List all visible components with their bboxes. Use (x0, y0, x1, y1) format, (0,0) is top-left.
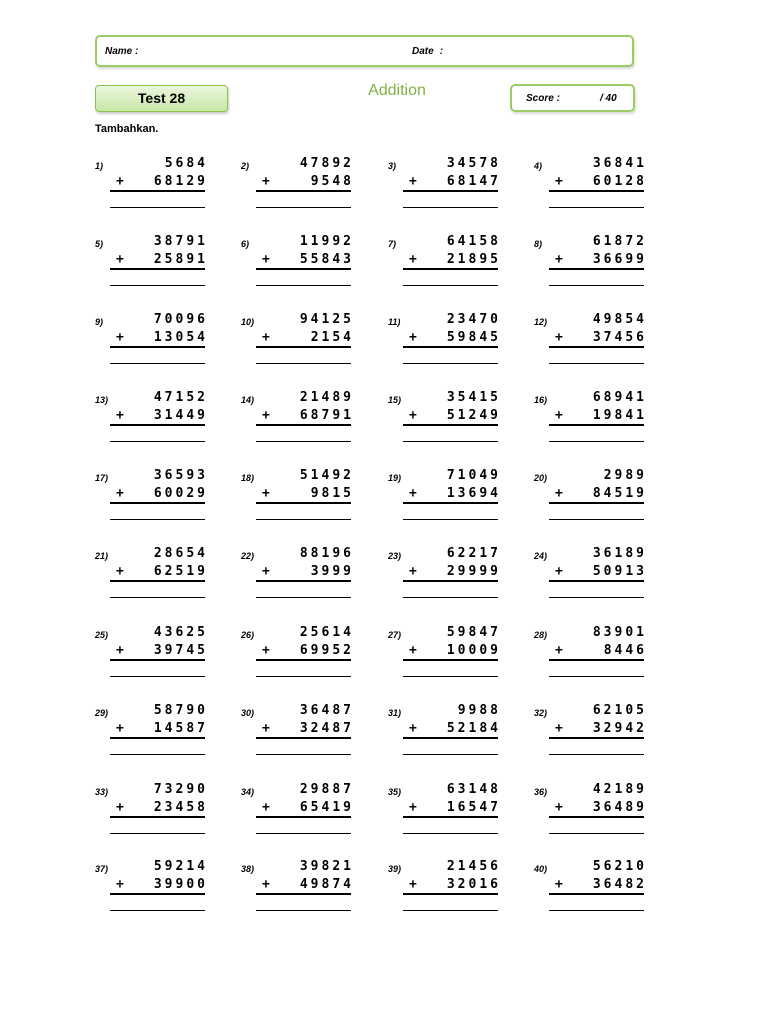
addend-top: 63148 (446, 782, 501, 797)
addend-top: 68941 (592, 390, 647, 405)
answer-line[interactable] (256, 597, 351, 598)
problem-number: 39) (388, 864, 402, 874)
name-label: Name : (105, 46, 139, 57)
addend-top: 83901 (592, 625, 647, 640)
problem-item (95, 311, 208, 381)
problem-item (388, 545, 501, 615)
addend-bottom-row (403, 721, 501, 739)
addend-bottom-row (110, 330, 208, 348)
problem-number: 19) (388, 473, 402, 483)
problem-item (534, 545, 647, 615)
problem-number: 26) (241, 630, 255, 640)
addend-bottom: 37456 (592, 330, 647, 345)
addend-bottom-row (549, 800, 647, 818)
plus-sign: + (409, 408, 417, 423)
addend-top: 35415 (446, 390, 501, 405)
plus-sign: + (116, 408, 124, 423)
problem-number: 22) (241, 551, 255, 561)
answer-line[interactable] (110, 441, 205, 442)
problem-number: 9) (95, 317, 104, 327)
addend-top: 36841 (592, 156, 647, 171)
addend-bottom: 69952 (299, 643, 354, 658)
plus-sign: + (409, 486, 417, 501)
addend-bottom: 36489 (592, 800, 647, 815)
answer-line[interactable] (403, 207, 498, 208)
addend-bottom: 68791 (299, 408, 354, 423)
addend-bottom: 36699 (592, 252, 647, 267)
problem-item (95, 155, 208, 225)
addend-top: 49854 (592, 312, 647, 327)
addend-bottom-row (256, 252, 354, 270)
problem-item (241, 389, 354, 459)
plus-sign: + (409, 330, 417, 345)
addend-bottom-row (403, 800, 501, 818)
answer-line[interactable] (549, 833, 644, 834)
plus-sign: + (116, 330, 124, 345)
addend-bottom-row (403, 330, 501, 348)
answer-line[interactable] (110, 676, 205, 677)
plus-sign: + (555, 564, 563, 579)
addend-bottom-row (403, 643, 501, 661)
addend-bottom-row (110, 877, 208, 895)
problem-number: 33) (95, 787, 109, 797)
problem-item (534, 467, 647, 537)
addend-bottom: 39745 (153, 643, 208, 658)
addend-bottom-row (403, 408, 501, 426)
plus-sign: + (555, 174, 563, 189)
problem-number: 15) (388, 395, 402, 405)
plus-sign: + (555, 721, 563, 736)
addend-bottom: 23458 (153, 800, 208, 815)
addend-top: 56210 (592, 859, 647, 874)
addend-bottom-row (403, 174, 501, 192)
answer-line[interactable] (549, 676, 644, 677)
problem-item (534, 702, 647, 772)
answer-line[interactable] (256, 285, 351, 286)
addend-top: 36189 (592, 546, 647, 561)
plus-sign: + (555, 877, 563, 892)
plus-sign: + (555, 252, 563, 267)
problem-number: 17) (95, 473, 109, 483)
answer-line[interactable] (549, 597, 644, 598)
addend-bottom-row (549, 877, 647, 895)
problem-number: 23) (388, 551, 402, 561)
plus-sign: + (262, 800, 270, 815)
addend-bottom-row (256, 174, 354, 192)
answer-line[interactable] (549, 285, 644, 286)
addend-bottom: 19841 (592, 408, 647, 423)
problem-number: 29) (95, 708, 109, 718)
answer-line[interactable] (549, 207, 644, 208)
addend-bottom: 13694 (446, 486, 501, 501)
problem-number: 36) (534, 787, 548, 797)
addend-top: 51492 (299, 468, 354, 483)
plus-sign: + (262, 252, 270, 267)
problem-item (241, 467, 354, 537)
addend-bottom: 13054 (153, 330, 208, 345)
plus-sign: + (262, 643, 270, 658)
addend-top: 34578 (446, 156, 501, 171)
addend-top: 59847 (446, 625, 501, 640)
problem-number: 32) (534, 708, 548, 718)
problem-number: 1) (95, 161, 104, 171)
addend-bottom: 32942 (592, 721, 647, 736)
answer-line[interactable] (256, 519, 351, 520)
addend-bottom: 36482 (592, 877, 647, 892)
problem-item (388, 233, 501, 303)
plus-sign: + (555, 800, 563, 815)
plus-sign: + (262, 174, 270, 189)
addend-bottom-row (110, 800, 208, 818)
problem-number: 12) (534, 317, 548, 327)
addend-top: 47152 (153, 390, 208, 405)
problem-item (388, 311, 501, 381)
problem-number: 31) (388, 708, 402, 718)
problem-number: 16) (534, 395, 548, 405)
addend-bottom: 60128 (592, 174, 647, 189)
problem-number: 8) (534, 239, 543, 249)
plus-sign: + (116, 721, 124, 736)
addend-top: 36593 (153, 468, 208, 483)
problem-item (388, 389, 501, 459)
addend-top: 25614 (299, 625, 354, 640)
addend-bottom-row (403, 877, 501, 895)
problem-item (388, 781, 501, 851)
addend-top: 62105 (592, 703, 647, 718)
addend-bottom-row (549, 721, 647, 739)
addend-bottom: 51249 (446, 408, 501, 423)
addend-bottom: 39900 (153, 877, 208, 892)
answer-line[interactable] (549, 754, 644, 755)
problem-item (95, 389, 208, 459)
answer-line[interactable] (403, 285, 498, 286)
date-label-text: Date (412, 46, 434, 57)
addend-bottom-row (110, 408, 208, 426)
answer-line[interactable] (403, 519, 498, 520)
addend-top: 9988 (457, 703, 501, 718)
answer-line[interactable] (403, 441, 498, 442)
problem-item (95, 624, 208, 694)
plus-sign: + (116, 564, 124, 579)
problem-item (95, 858, 208, 928)
problem-number: 24) (534, 551, 548, 561)
plus-sign: + (262, 564, 270, 579)
problem-item (95, 545, 208, 615)
problem-number: 38) (241, 864, 255, 874)
plus-sign: + (116, 174, 124, 189)
score-label: Score : (526, 93, 560, 104)
addend-bottom: 32016 (446, 877, 501, 892)
addend-bottom-row (256, 721, 354, 739)
problem-item (388, 858, 501, 928)
plus-sign: + (409, 643, 417, 658)
addend-bottom-row (110, 643, 208, 661)
addend-bottom: 68129 (153, 174, 208, 189)
score-total: / 40 (600, 93, 617, 104)
addend-bottom: 31449 (153, 408, 208, 423)
test-label: Test 28 (95, 85, 228, 112)
addend-top: 94125 (299, 312, 354, 327)
addend-top: 42189 (592, 782, 647, 797)
problem-item (241, 781, 354, 851)
problem-item (241, 155, 354, 225)
problem-number: 11) (388, 317, 401, 327)
answer-line[interactable] (403, 910, 498, 911)
addend-bottom: 25891 (153, 252, 208, 267)
problem-number: 40) (534, 864, 548, 874)
addend-bottom: 84519 (592, 486, 647, 501)
plus-sign: + (116, 877, 124, 892)
addend-bottom-row (256, 877, 354, 895)
date-colon: : (439, 46, 444, 57)
addend-bottom-row (110, 721, 208, 739)
answer-line[interactable] (110, 285, 205, 286)
problem-number: 3) (388, 161, 397, 171)
plus-sign: + (555, 486, 563, 501)
addend-bottom: 59845 (446, 330, 501, 345)
problem-item (534, 858, 647, 928)
answer-line[interactable] (110, 910, 205, 911)
answer-line[interactable] (256, 754, 351, 755)
problem-number: 13) (95, 395, 109, 405)
problem-number: 34) (241, 787, 255, 797)
problem-number: 30) (241, 708, 255, 718)
addend-bottom: 62519 (153, 564, 208, 579)
addend-bottom: 8446 (603, 643, 647, 658)
problem-number: 25) (95, 630, 109, 640)
problem-number: 4) (534, 161, 543, 171)
answer-line[interactable] (549, 363, 644, 364)
problem-number: 37) (95, 864, 109, 874)
problem-item (95, 233, 208, 303)
plus-sign: + (262, 330, 270, 345)
answer-line[interactable] (110, 363, 205, 364)
addend-top: 64158 (446, 234, 501, 249)
addend-top: 62217 (446, 546, 501, 561)
addend-top: 21456 (446, 859, 501, 874)
addend-bottom: 3999 (310, 564, 354, 579)
answer-line[interactable] (549, 910, 644, 911)
problem-item (534, 233, 647, 303)
addend-top: 43625 (153, 625, 208, 640)
addend-top: 5684 (164, 156, 208, 171)
addend-bottom: 2154 (310, 330, 354, 345)
problem-item (241, 858, 354, 928)
answer-line[interactable] (256, 441, 351, 442)
addend-bottom-row (256, 408, 354, 426)
addend-top: 11992 (299, 234, 354, 249)
addend-top: 39821 (299, 859, 354, 874)
addend-bottom: 50913 (592, 564, 647, 579)
plus-sign: + (116, 800, 124, 815)
addend-bottom: 65419 (299, 800, 354, 815)
addend-bottom-row (110, 252, 208, 270)
plus-sign: + (116, 486, 124, 501)
addend-bottom-row (549, 174, 647, 192)
addend-bottom: 49874 (299, 877, 354, 892)
problem-number: 5) (95, 239, 104, 249)
answer-line[interactable] (110, 207, 205, 208)
addend-bottom-row (549, 564, 647, 582)
answer-line[interactable] (256, 207, 351, 208)
answer-line[interactable] (403, 597, 498, 598)
addend-bottom: 14587 (153, 721, 208, 736)
addend-top: 36487 (299, 703, 354, 718)
problem-item (388, 467, 501, 537)
addend-top: 88196 (299, 546, 354, 561)
problem-number: 28) (534, 630, 548, 640)
addend-top: 61872 (592, 234, 647, 249)
problem-item (241, 702, 354, 772)
plus-sign: + (409, 252, 417, 267)
addend-bottom-row (549, 643, 647, 661)
plus-sign: + (409, 877, 417, 892)
problem-number: 27) (388, 630, 402, 640)
addend-bottom: 52184 (446, 721, 501, 736)
answer-line[interactable] (256, 363, 351, 364)
plus-sign: + (262, 408, 270, 423)
addend-top: 58790 (153, 703, 208, 718)
addend-top: 21489 (299, 390, 354, 405)
answer-line[interactable] (110, 754, 205, 755)
answer-line[interactable] (549, 519, 644, 520)
addend-bottom-row (110, 564, 208, 582)
addend-bottom-row (256, 486, 354, 504)
addend-bottom-row (256, 330, 354, 348)
problem-item (534, 311, 647, 381)
addend-bottom-row (256, 800, 354, 818)
addend-top: 23470 (446, 312, 501, 327)
instruction-text: Tambahkan. (95, 123, 159, 135)
plus-sign: + (116, 252, 124, 267)
problem-number: 2) (241, 161, 250, 171)
addend-top: 71049 (446, 468, 501, 483)
addend-bottom-row (256, 564, 354, 582)
addend-top: 47892 (299, 156, 354, 171)
answer-line[interactable] (256, 833, 351, 834)
plus-sign: + (409, 564, 417, 579)
problem-number: 35) (388, 787, 402, 797)
addend-bottom-row (403, 486, 501, 504)
problem-number: 18) (241, 473, 255, 483)
addend-bottom: 16547 (446, 800, 501, 815)
problem-number: 14) (241, 395, 255, 405)
addend-top: 73290 (153, 782, 208, 797)
plus-sign: + (409, 174, 417, 189)
addend-bottom-row (549, 252, 647, 270)
problem-item (534, 624, 647, 694)
problem-item (388, 702, 501, 772)
plus-sign: + (262, 877, 270, 892)
plus-sign: + (262, 486, 270, 501)
addend-bottom: 21895 (446, 252, 501, 267)
plus-sign: + (555, 408, 563, 423)
answer-line[interactable] (403, 833, 498, 834)
plus-sign: + (555, 643, 563, 658)
addend-top: 70096 (153, 312, 208, 327)
addend-bottom-row (549, 408, 647, 426)
problem-item (534, 389, 647, 459)
problem-item (95, 781, 208, 851)
problem-number: 6) (241, 239, 250, 249)
addend-bottom: 60029 (153, 486, 208, 501)
problem-number: 20) (534, 473, 548, 483)
addend-top: 2989 (603, 468, 647, 483)
plus-sign: + (409, 721, 417, 736)
addend-bottom: 9548 (310, 174, 354, 189)
problem-number: 21) (95, 551, 109, 561)
answer-line[interactable] (110, 833, 205, 834)
addend-bottom: 9815 (310, 486, 354, 501)
addend-top: 59214 (153, 859, 208, 874)
answer-line[interactable] (256, 910, 351, 911)
addend-bottom: 68147 (446, 174, 501, 189)
addend-bottom: 29999 (446, 564, 501, 579)
problem-item (241, 624, 354, 694)
answer-line[interactable] (110, 597, 205, 598)
plus-sign: + (409, 800, 417, 815)
problem-item (95, 467, 208, 537)
plus-sign: + (555, 330, 563, 345)
problem-number: 7) (388, 239, 397, 249)
problem-item (95, 702, 208, 772)
answer-line[interactable] (403, 754, 498, 755)
addend-bottom-row (403, 564, 501, 582)
addend-bottom-row (549, 330, 647, 348)
page-title: Addition (368, 82, 426, 99)
problem-number: 10) (241, 317, 255, 327)
problem-item (241, 545, 354, 615)
addend-bottom: 10009 (446, 643, 501, 658)
addend-bottom-row (256, 643, 354, 661)
addend-bottom: 55843 (299, 252, 354, 267)
addend-bottom-row (403, 252, 501, 270)
problem-item (534, 781, 647, 851)
addend-bottom-row (110, 486, 208, 504)
problem-item (388, 155, 501, 225)
answer-line[interactable] (110, 519, 205, 520)
answer-line[interactable] (549, 441, 644, 442)
addend-bottom-row (110, 174, 208, 192)
addend-top: 29887 (299, 782, 354, 797)
problem-item (388, 624, 501, 694)
problem-item (241, 311, 354, 381)
answer-line[interactable] (256, 676, 351, 677)
problem-item (534, 155, 647, 225)
addend-top: 28654 (153, 546, 208, 561)
addend-top: 38791 (153, 234, 208, 249)
answer-line[interactable] (403, 676, 498, 677)
addend-bottom: 32487 (299, 721, 354, 736)
plus-sign: + (116, 643, 124, 658)
problem-item (241, 233, 354, 303)
answer-line[interactable] (403, 363, 498, 364)
plus-sign: + (262, 721, 270, 736)
addend-bottom-row (549, 486, 647, 504)
